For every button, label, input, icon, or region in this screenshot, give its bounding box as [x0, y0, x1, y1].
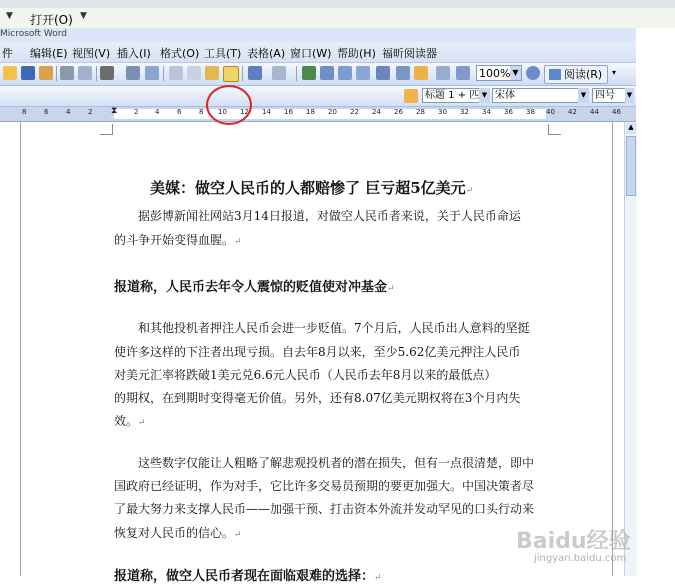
paragraph-line: 的斗争开始变得血腥。↵	[114, 233, 242, 247]
document-page[interactable]	[0, 122, 636, 584]
menu-format[interactable]: 格式(O)	[160, 47, 200, 60]
scrollbar-thumb[interactable]	[626, 136, 636, 196]
read-button[interactable]	[544, 65, 608, 84]
ruler-number: 16	[284, 108, 293, 116]
article-title: 美媒：做空人民币的人都赔惨了 巨亏超5亿美元↵	[150, 179, 474, 197]
watermark-logo: Baidu经验	[516, 529, 631, 554]
ruler-number: 32	[460, 108, 469, 116]
paragraph-line: 和其他投机者押注人民币会进一步贬值。7个月后，人民币出人意料的坚挺	[138, 321, 530, 335]
font-size-dropdown-icon[interactable]: ▼	[625, 88, 634, 103]
toolbar-separator	[96, 66, 97, 81]
toolbar-separator	[163, 66, 164, 81]
standard-toolbar	[0, 63, 636, 86]
open-folder-icon[interactable]	[3, 66, 17, 80]
menu-view[interactable]: 视图(V)	[72, 47, 111, 60]
tables-borders-icon[interactable]	[320, 66, 334, 80]
style-dropdown-icon[interactable]: ▼	[479, 88, 490, 103]
undo-icon[interactable]	[248, 66, 262, 80]
ruler-number: 6	[177, 108, 182, 116]
ruler-number: 44	[590, 108, 599, 116]
menu-insert[interactable]: 插入(I)	[117, 47, 151, 60]
explorer-command-bar	[0, 8, 675, 29]
menu-file[interactable]: 件	[2, 47, 13, 60]
formatting-toolbar	[0, 86, 636, 107]
window-title: Microsoft Word	[0, 29, 67, 39]
paragraph-line: 这些数字仅能让人粗略了解悲观投机者的潜在损失，但有一点很清楚，即中	[138, 456, 535, 470]
section-heading: 报道称，做空人民币者现在面临艰难的选择：↵	[114, 569, 382, 584]
section-heading: 报道称，人民币去年令人震惊的贬值使对冲基金↵	[114, 280, 395, 295]
open-dropdown-icon[interactable]: ▼	[80, 11, 87, 21]
read-button-label: 阅读(R)	[564, 68, 603, 81]
font-dropdown-icon[interactable]: ▼	[578, 88, 589, 103]
style-combo[interactable]: 标题 1 + 匹	[422, 88, 480, 103]
scroll-up-arrow-icon[interactable]: ▲	[626, 123, 636, 134]
ruler-number: 28	[416, 108, 425, 116]
menu-edit[interactable]: 编辑(E)	[30, 47, 68, 60]
page-edge-left	[20, 122, 21, 576]
ruler-number: 34	[482, 108, 491, 116]
permission-icon[interactable]	[39, 66, 53, 80]
open-button[interactable]: 打开(O)	[30, 13, 73, 27]
ruler-number: 18	[306, 108, 315, 116]
help-icon[interactable]	[526, 66, 540, 80]
styles-formatting-icon[interactable]	[404, 89, 418, 103]
vertical-scrollbar[interactable]	[624, 122, 637, 576]
menu-foxit-reader[interactable]: 福昕阅读器	[382, 47, 437, 60]
toolbar-options-icon[interactable]: ▾	[612, 68, 617, 77]
cut-icon[interactable]	[169, 66, 183, 80]
ruler-number: 40	[546, 108, 555, 116]
indent-marker-icon[interactable]: ⧗	[111, 106, 118, 116]
columns-icon[interactable]	[376, 66, 390, 80]
toolbar-separator	[56, 66, 57, 81]
ruler-number: 12	[240, 108, 249, 116]
ruler-number: 10	[218, 108, 227, 116]
research-book-icon[interactable]	[145, 66, 159, 80]
zoom-dropdown-icon[interactable]: ▼	[510, 66, 521, 80]
save-icon[interactable]	[21, 66, 35, 80]
toolbar-separator	[296, 66, 297, 81]
ruler-number: 6	[44, 108, 49, 116]
horizontal-ruler[interactable]	[0, 107, 636, 122]
watermark-url: jingyan.baidu.com	[534, 553, 627, 564]
font-combo[interactable]: 宋体	[492, 88, 584, 103]
insert-table-icon[interactable]	[338, 66, 352, 80]
copy-icon[interactable]	[187, 66, 201, 80]
page-edge-right	[612, 122, 613, 576]
paste-icon[interactable]	[205, 66, 219, 80]
menu-tools[interactable]: 工具(T)	[204, 47, 242, 60]
paragraph-line: 恢复对人民币的信心。↵	[114, 526, 242, 540]
ruler-number: 2	[134, 108, 139, 116]
paragraph-line: 了最大努力来支撑人民币——加强干预、打击资本外流并发动罕见的口头行动来	[114, 502, 535, 516]
paragraph-line: 的期权，在到期时变得毫无价值。另外，还有8.07亿美元期权将在3个月内失	[114, 391, 521, 405]
ruler-number: 42	[568, 108, 577, 116]
document-map-icon[interactable]	[414, 66, 428, 80]
crop-mark-right	[548, 124, 561, 135]
print-preview-icon[interactable]	[78, 66, 92, 80]
ruler-number: 26	[394, 108, 403, 116]
hyperlink-icon[interactable]	[302, 66, 316, 80]
redo-icon[interactable]	[272, 66, 286, 80]
right-margin-area	[636, 28, 675, 576]
ruler-number: 2	[88, 108, 93, 116]
ruler-number: 8	[199, 108, 204, 116]
ruler-number: 36	[504, 108, 513, 116]
ruler-number: 38	[526, 108, 535, 116]
print-icon[interactable]	[60, 66, 74, 80]
ruler-number: 4	[66, 108, 71, 116]
paragraph-line: 据彭博新闻社网站3月14日报道，对做空人民币者来说，关于人民币命运	[138, 209, 521, 223]
ruler-number: 8	[22, 108, 27, 116]
reading-layout-icon[interactable]	[456, 66, 470, 80]
zoom-combo[interactable]: 100%	[476, 65, 522, 81]
ruler-number: 14	[262, 108, 271, 116]
chevron-down-icon[interactable]: ▼	[6, 11, 13, 21]
insert-excel-icon[interactable]	[356, 66, 370, 80]
ruler-number: 22	[350, 108, 359, 116]
paragraph-line: 使许多这样的下注者出现亏损。自去年8月以来，至少5.62亿美元押注人民币	[114, 345, 521, 359]
menu-window[interactable]: 窗口(W)	[290, 47, 332, 60]
crop-mark-left	[100, 124, 113, 135]
format-painter-icon[interactable]	[223, 66, 239, 82]
menu-table[interactable]: 表格(A)	[247, 47, 286, 60]
spelling-icon[interactable]	[126, 66, 140, 80]
menu-help[interactable]: 帮助(H)	[337, 47, 376, 60]
ruler-number: 46	[612, 108, 621, 116]
ruler-number: 4	[155, 108, 160, 116]
toolbar-separator	[242, 66, 243, 81]
red-highlight-circle	[206, 85, 252, 125]
paragraph-line: 对美元汇率将跌破1美元兑6.6元人民币（人民币去年8月以来的最低点）	[114, 368, 497, 382]
paragraph-line: 效。↵	[114, 414, 146, 428]
ruler-number: 20	[328, 108, 337, 116]
book-icon	[549, 69, 561, 80]
research-icon[interactable]	[100, 66, 114, 80]
paragraph-line: 国政府已经证明，作为对手，它比许多交易员预期的要更加强大。中国决策者尽	[114, 479, 535, 493]
ruler-number: 30	[438, 108, 447, 116]
ruler-number: 24	[372, 108, 381, 116]
word-window	[0, 28, 636, 584]
menu-bar	[0, 42, 636, 63]
font-size-combo[interactable]: 四号	[592, 88, 626, 103]
drawing-icon[interactable]	[396, 66, 410, 80]
baidu-watermark	[512, 524, 632, 568]
show-hide-icon[interactable]	[436, 66, 450, 80]
